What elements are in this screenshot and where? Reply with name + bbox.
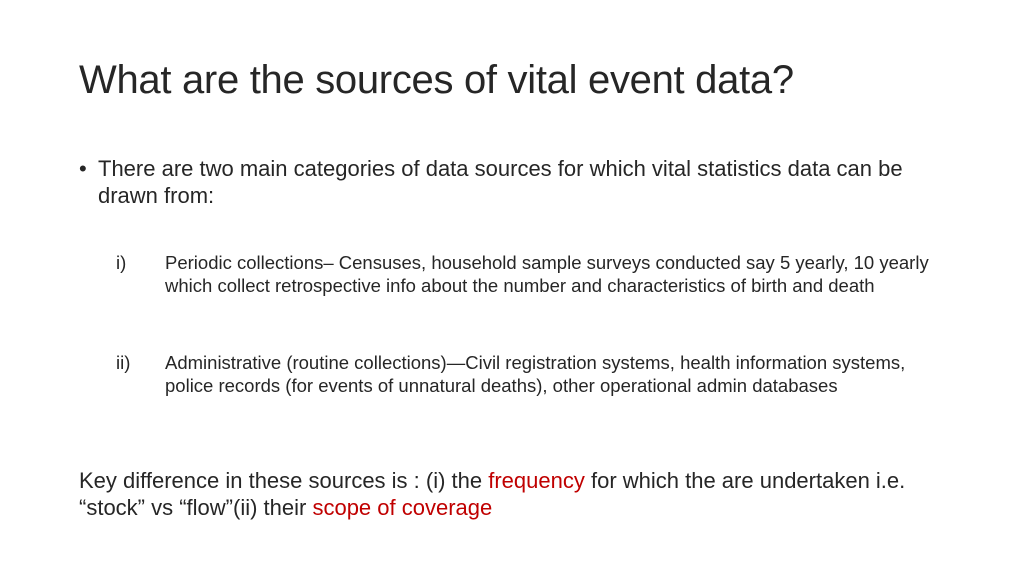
main-bullet-text: There are two main categories of data sources for which vital statistics data can be drawn from: xyxy=(98,156,903,208)
main-bullet xyxy=(79,155,959,209)
sub-item-text: Administrative (routine collections)—Civil registration systems, health information systems, police records (for events of unnatural deaths), other operational admin databases xyxy=(165,352,906,396)
slide-title: What are the sources of vital event data? xyxy=(79,58,794,102)
sub-item-administrative xyxy=(116,352,956,397)
bullet-marker: • xyxy=(79,156,87,181)
key-difference-text-2: for which the are undertaken i.e. “stock” vs “flow”(ii) their xyxy=(79,468,906,520)
sub-item-number: ii) xyxy=(116,352,131,373)
key-difference-paragraph xyxy=(79,467,959,521)
sub-item-text: Periodic collections– Censuses, household sample surveys conducted say 5 yearly, 10 yearly which collect retrospective info about the number and characteristics of birth and death xyxy=(165,252,929,296)
sub-item-number: i) xyxy=(116,252,127,273)
frequency-highlight: frequency xyxy=(488,468,585,493)
key-difference-text-1: Key difference in these sources is : (i) the xyxy=(79,468,489,493)
sub-item-periodic xyxy=(116,252,956,297)
scope-of-coverage-highlight: scope of coverage xyxy=(312,495,493,520)
